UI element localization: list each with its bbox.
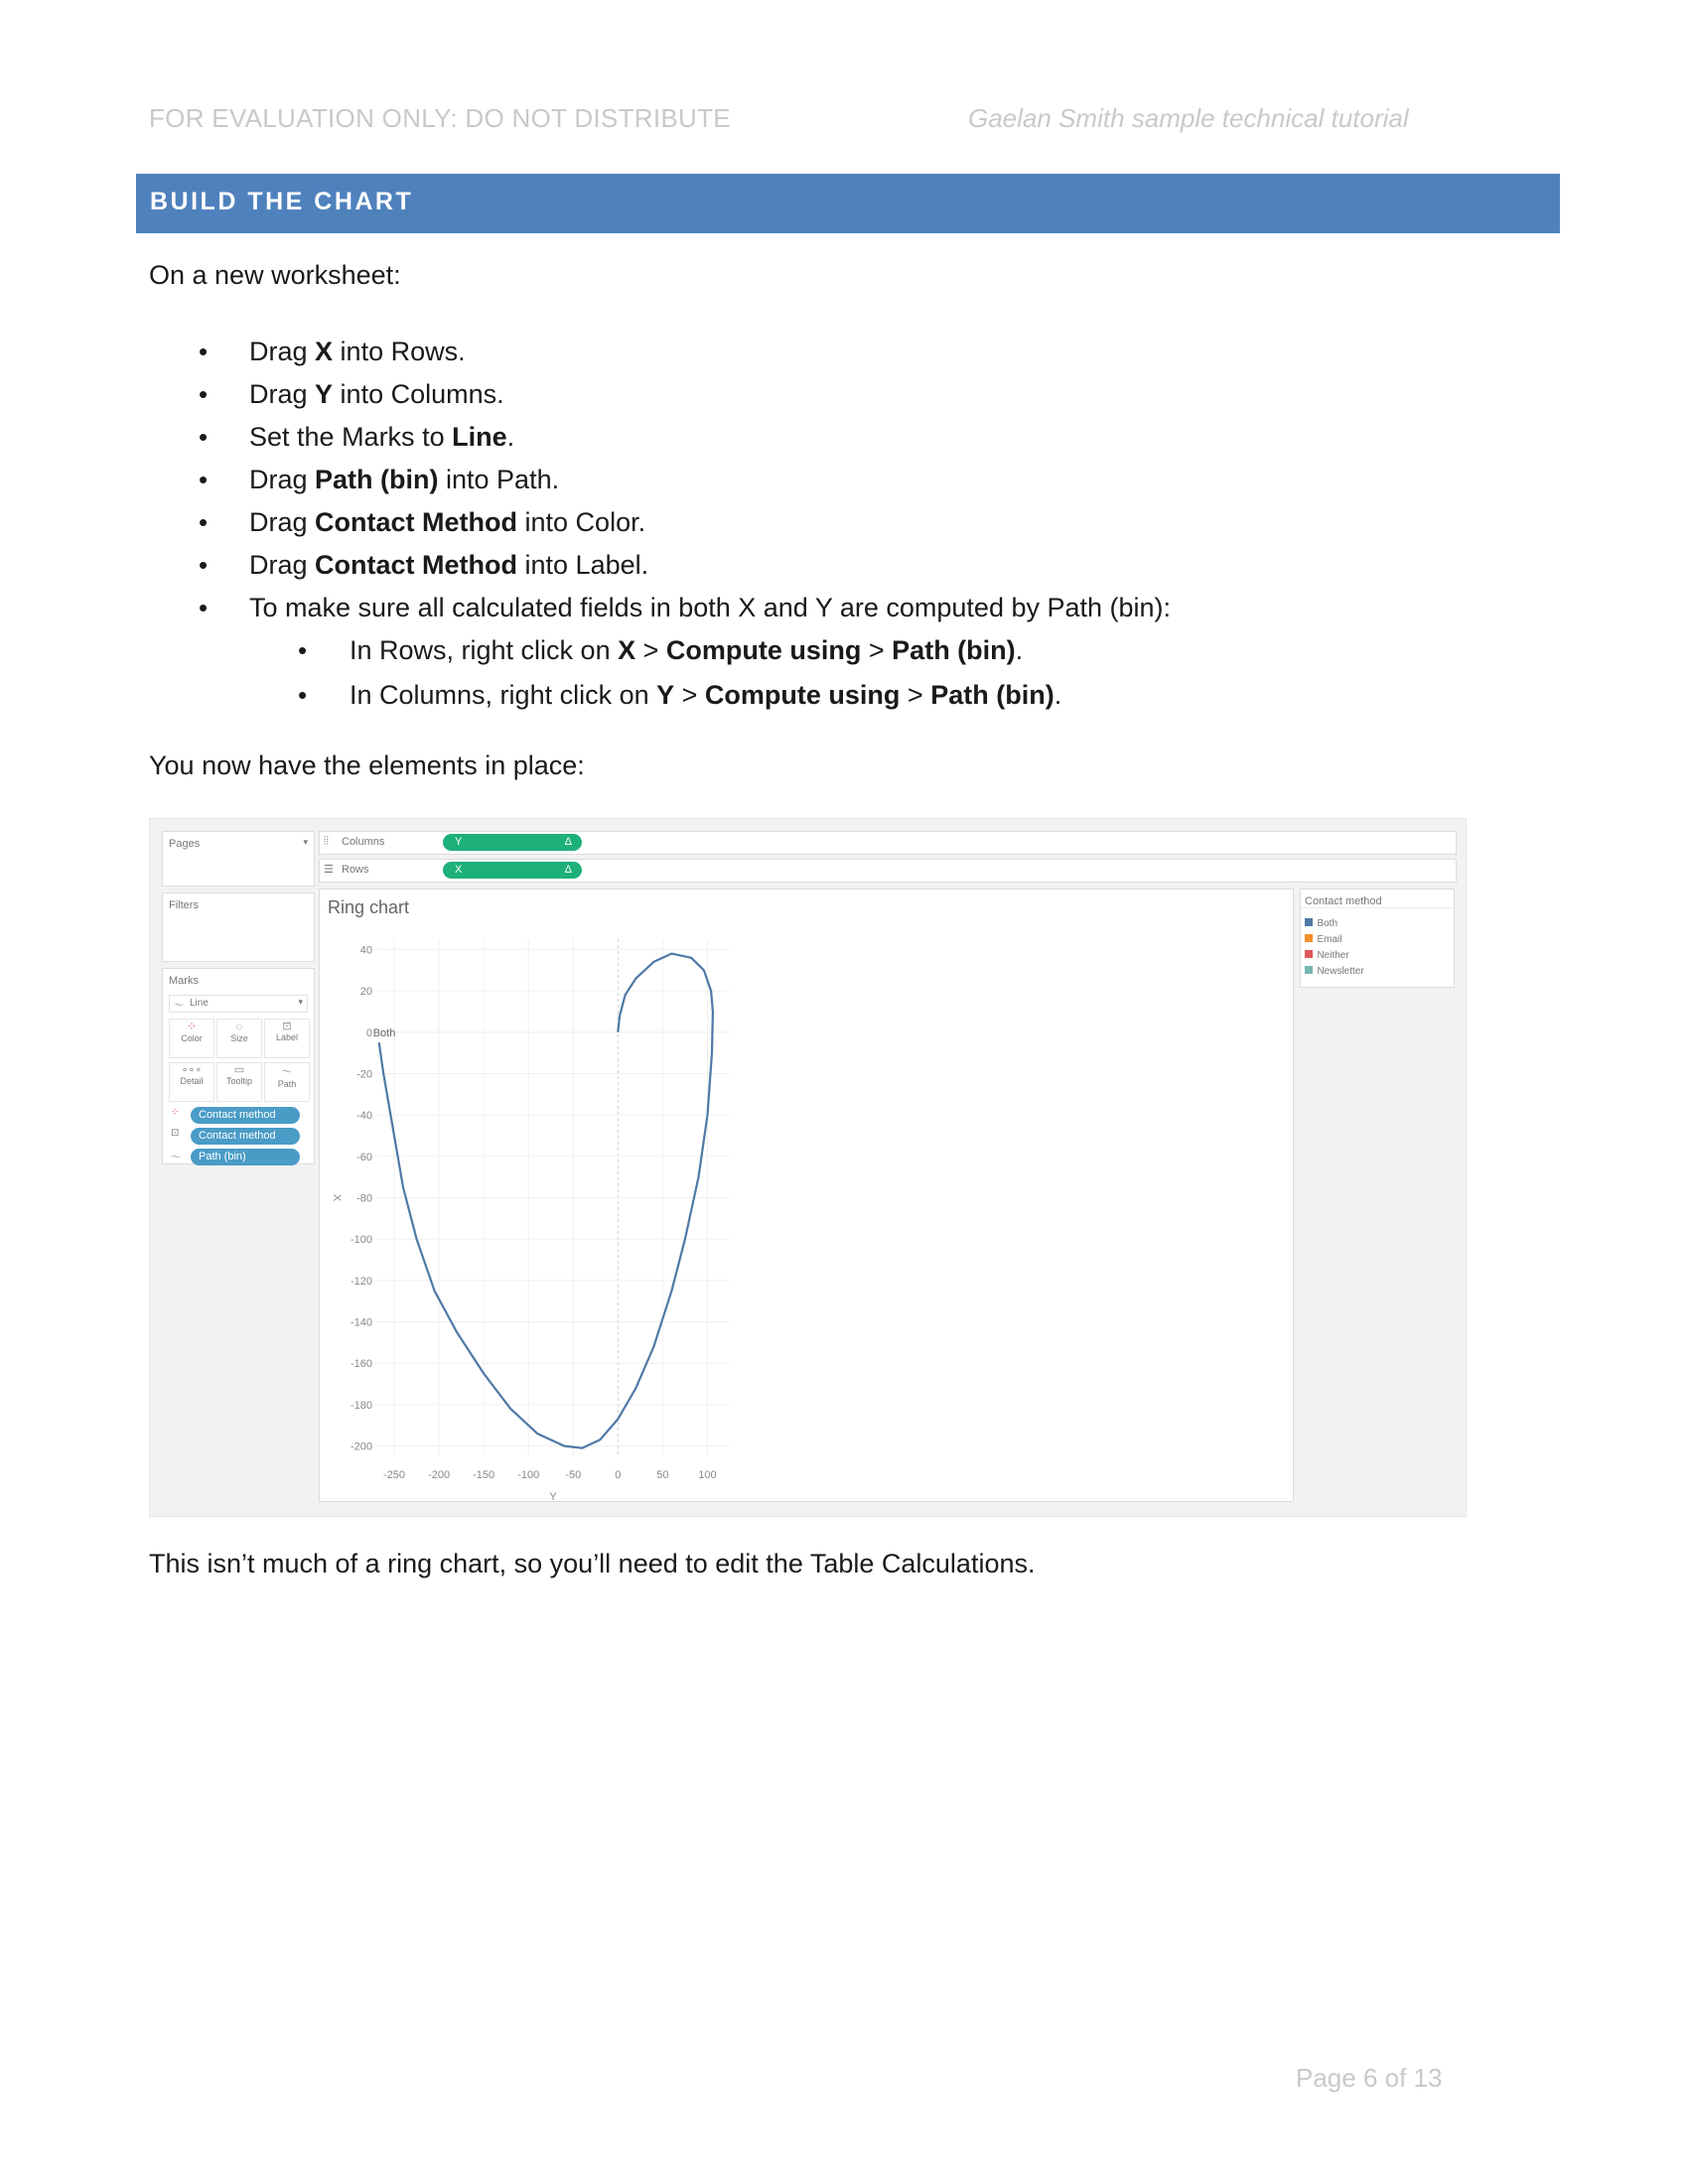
substep-item: • In Columns, right click on Y > Compute using > Path (bin). <box>149 675 1171 720</box>
columns-shelf[interactable] <box>319 831 1457 855</box>
pages-label: Pages <box>169 838 201 850</box>
tableau-screenshot <box>149 818 1467 1517</box>
x-tick-label: 0 <box>615 1469 622 1481</box>
legend-swatch <box>1305 918 1313 926</box>
y-tick-label: 20 <box>359 986 372 999</box>
y-tick-label: -100 <box>350 1234 372 1247</box>
x-tick-label: -150 <box>473 1469 495 1481</box>
y-tick-label: -180 <box>350 1399 372 1412</box>
x-tick-label: -50 <box>565 1469 582 1481</box>
x-axis-title: Y <box>549 1491 557 1501</box>
color-icon: ⁘ <box>171 1107 180 1118</box>
legend-item[interactable]: Both <box>1305 913 1337 931</box>
y-tick-label: -20 <box>356 1068 372 1081</box>
x-tick-label: 100 <box>698 1469 717 1481</box>
x-row-pill[interactable]: X Δ <box>443 862 582 879</box>
legend-swatch <box>1305 934 1313 942</box>
y-tick-label: 0 <box>365 1026 372 1039</box>
y-tick-label: -200 <box>350 1440 372 1453</box>
tooltip-icon: ▭ <box>233 1064 245 1076</box>
x-tick-label: -100 <box>517 1469 540 1481</box>
columns-label: Columns <box>342 836 385 848</box>
chevron-down-icon: ▾ <box>298 997 303 1007</box>
step-item: • Drag Path (bin) into Path. <box>149 460 1171 502</box>
rows-label: Rows <box>342 864 369 876</box>
page-number: Page 6 of 13 <box>1296 2063 1443 2093</box>
size-icon: ◌ <box>235 1020 243 1033</box>
substep-item: • In Rows, right click on X > Compute using > Path (bin). <box>149 630 1171 675</box>
columns-icon: ⦙⦙ <box>324 835 329 847</box>
section-banner <box>136 174 1560 233</box>
filters-label: Filters <box>169 899 199 911</box>
path-icon: 〜 <box>281 1066 293 1078</box>
x-tick-label: -200 <box>428 1469 451 1481</box>
legend-item[interactable]: Neither <box>1305 945 1349 963</box>
rows-icon: ☰ <box>324 864 334 876</box>
line-icon: 〜 <box>174 1001 184 1012</box>
legend-swatch <box>1305 966 1313 974</box>
section-title: BUILD THE CHART <box>150 188 414 215</box>
path-icon: 〜 <box>171 1153 181 1163</box>
y-tick-label: -160 <box>350 1358 372 1371</box>
delta-icon: Δ <box>564 864 572 876</box>
outro-text: This isn’t much of a ring chart, so you’ll need to edit the Table Calculations. <box>149 1549 1036 1578</box>
path-bin-pill[interactable]: Path (bin) <box>191 1149 300 1165</box>
label-icon: ⊡ <box>171 1128 180 1139</box>
path-button[interactable]: 〜 Path <box>264 1062 310 1102</box>
legend-item[interactable]: Newsletter <box>1305 961 1364 979</box>
marks-card <box>162 968 315 1164</box>
header-right: Gaelan Smith sample technical tutorial <box>968 103 1409 133</box>
x-tick-label: -250 <box>383 1469 406 1481</box>
color-legend <box>1300 888 1455 988</box>
y-tick-label: -80 <box>356 1192 372 1205</box>
chart-view[interactable] <box>319 888 1294 1502</box>
y-tick-label: 40 <box>359 944 372 957</box>
step-item: • Drag Y into Columns. <box>149 374 1171 417</box>
elements-text: You now have the elements in place: <box>149 751 585 780</box>
detail-button[interactable]: ∘∘∘ Detail <box>169 1062 214 1102</box>
label-icon: ⊡ <box>282 1021 292 1032</box>
mark-type-label: Line <box>190 998 209 1009</box>
chevron-down-icon: ▾ <box>303 837 308 847</box>
legend-title: Contact method <box>1305 895 1382 907</box>
filters-shelf[interactable] <box>162 892 315 962</box>
ring-chart-svg <box>320 889 1293 1501</box>
legend-item[interactable]: Email <box>1305 929 1341 947</box>
marks-label: Marks <box>169 975 199 987</box>
y-tick-label: -140 <box>350 1316 372 1329</box>
pages-shelf[interactable] <box>162 831 315 887</box>
contact-method-color-pill[interactable]: Contact method <box>191 1107 300 1124</box>
y-axis-title: X <box>331 1193 343 1202</box>
y-column-pill[interactable]: Y Δ <box>443 834 582 851</box>
step-item: • To make sure all calculated fields in both X and Y are computed by Path (bin): <box>149 588 1171 630</box>
y-tick-label: -40 <box>356 1110 372 1123</box>
intro-text: On a new worksheet: <box>149 260 401 290</box>
series-annotation-label: Both <box>372 1026 396 1039</box>
y-tick-label: -60 <box>356 1151 372 1163</box>
color-button[interactable]: ⁘ Color <box>169 1019 214 1058</box>
step-item: • Drag X into Rows. <box>149 332 1171 374</box>
chart-title: Ring chart <box>328 897 410 917</box>
header-left: FOR EVALUATION ONLY: DO NOT DISTRIBUTE <box>149 103 731 133</box>
size-button[interactable]: ◌ Size <box>216 1019 262 1058</box>
rows-shelf[interactable] <box>319 859 1457 883</box>
detail-icon: ∘∘∘ <box>181 1064 203 1076</box>
steps-list <box>149 332 1171 720</box>
step-item: • Drag Contact Method into Label. <box>149 545 1171 588</box>
y-tick-label: -120 <box>350 1275 372 1288</box>
x-tick-label: 50 <box>656 1469 669 1481</box>
contact-method-label-pill[interactable]: Contact method <box>191 1128 300 1145</box>
color-icon: ⁘ <box>186 1020 198 1033</box>
label-button[interactable]: ⊡ Label <box>264 1019 310 1058</box>
legend-swatch <box>1305 950 1313 958</box>
step-item: • Drag Contact Method into Color. <box>149 502 1171 545</box>
tooltip-button[interactable]: ▭ Tooltip <box>216 1062 262 1102</box>
step-item: • Set the Marks to Line. <box>149 417 1171 460</box>
mark-type-dropdown[interactable] <box>169 995 308 1013</box>
delta-icon: Δ <box>564 836 572 848</box>
